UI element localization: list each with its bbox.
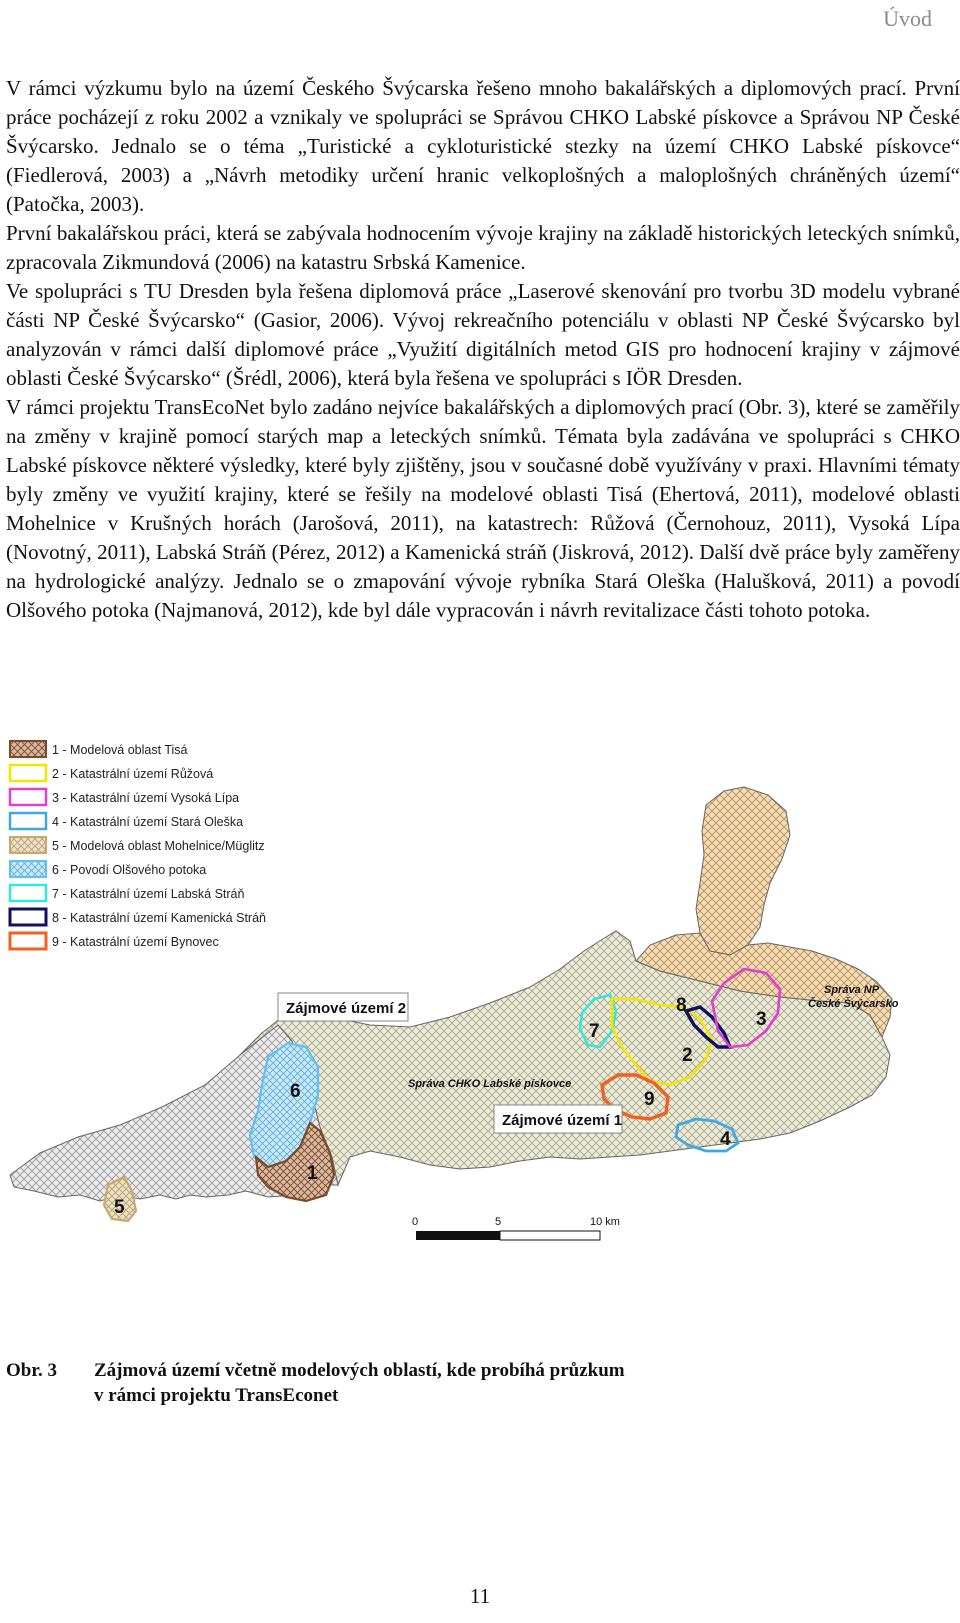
legend-item-6: 6 - Povodí Olšového potoka: [52, 863, 207, 877]
area-number-2: 2: [682, 1045, 693, 1066]
legend-item-7: 7 - Katastrální území Labská Stráň: [52, 887, 245, 901]
legend-swatch-6: [10, 861, 46, 877]
legend-swatch-7: [10, 885, 46, 901]
label-zajmove-uzemi-2: Zájmové území 2: [286, 1000, 407, 1017]
label-chko: Správa CHKO Labské pískovce: [408, 1078, 572, 1090]
paragraph: Ve spolupráci s TU Dresden byla řešena diplomová práce „Laserové skenování pro tvorbu 3D modelu vybrané části NP České Švýcarsko“ (Gasior, 2006). Vývoj rekreačního potenciálu v oblasti NP České Švýcarsko byl analyzován v rámci další diplomové práce „Využití digitálních metod GIS pro hodnocení krajiny v zájmové oblasti České Švýcarsko“ (Šrédl, 2006), která byla řešena ve spolupráci s IÖR Dresden.: [6, 279, 960, 390]
body-text: [6, 74, 960, 625]
legend-item-8: 8 - Katastrální území Kamenická Stráň: [52, 911, 266, 925]
paragraph: V rámci projektu TransEcoNet bylo zadáno nejvíce bakalářských a diplomových prací (Obr. 3), které se zaměřily na změny v krajině pomocí starých map a leteckých snímků. Témata byla zadávána ve spolupráci s CHKO Labské pískovce některé výsledky, které byly zjištěny, jsou v současné době využívány v praxi. Hlavními tématy byly změny ve využití krajiny, které se řešily na modelové oblasti Tisá (Ehertová, 2011), modelové oblasti Mohelnice v Krušných horách (Jarošová, 2011), na katastrech: Růžová (Černohouz, 2011), Vysoká Lípa (Novotný, 2011), Labská Stráň (Pérez, 2012) a Kamenická stráň (Jiskrová, 2012). Další dvě práce byly zaměřeny na hydrologické analýzy. Jednalo se o zmapování vývoje rybníka Stará Oleška (Halušková, 2011) a povodí Olšového potoka (Najmanová, 2012), kde byl dále vypracován i návrh revitalizace části tohoto potoka.: [6, 395, 960, 622]
area-number-3: 3: [756, 1009, 767, 1030]
legend-swatch-2: [10, 765, 46, 781]
scale-tick-5: 5: [495, 1216, 502, 1228]
legend-swatch-1: [10, 741, 46, 757]
caption-number: Obr. 3: [6, 1360, 58, 1381]
caption-text: [94, 1358, 734, 1408]
area-number-8: 8: [676, 995, 687, 1016]
area-number-7: 7: [589, 1021, 600, 1042]
legend-item-2: 2 - Katastrální území Růžová: [52, 767, 214, 781]
label-zajmove-uzemi-1: Zájmové území 1: [502, 1112, 623, 1129]
region-north-lobe: [696, 787, 790, 955]
scale-tick-0: 0: [412, 1216, 419, 1228]
label-np-line1: Správa NP: [824, 984, 880, 996]
legend-swatch-5: [10, 837, 46, 853]
map-figure: [0, 743, 960, 1315]
paragraph: V rámci výzkumu bylo na území Českého Švýcarska řešeno mnoho bakalářských a diplomových prací. První práce pocházejí z roku 2002 a vznikaly ve spolupráci se Správou CHKO Labské pískovce a Správou NP České Švýcarsko. Jednalo se o téma „Turistické a cykloturistické stezky na území CHKO Labské pískovce“ (Fiedlerová, 2003) a „Návrh metodiky určení hranic velkoplošných a maloplošných chráněných území“ (Patočka, 2003).: [6, 76, 960, 216]
area-number-6: 6: [290, 1081, 301, 1102]
area-number-1: 1: [307, 1163, 318, 1184]
legend-swatch-4: [10, 813, 46, 829]
caption-line-2: v rámci projektu TransEconet: [94, 1385, 339, 1406]
legend-swatch-8: [10, 909, 46, 925]
legend-swatch-9: [10, 933, 46, 949]
scale-tick-10: 10 km: [590, 1216, 620, 1228]
legend-item-9: 9 - Katastrální území Bynovec: [52, 935, 219, 949]
area-number-9: 9: [644, 1089, 655, 1110]
area-number-5: 5: [114, 1197, 125, 1218]
legend-item-1: 1 - Modelová oblast Tisá: [52, 743, 188, 757]
legend-item-5: 5 - Modelová oblast Mohelnice/Müglitz: [52, 839, 265, 853]
legend-item-4: 4 - Katastrální území Stará Oleška: [52, 815, 244, 829]
caption-line-1: Zájmová území včetně modelových oblastí, kde probíhá průzkum: [94, 1360, 625, 1381]
page-number: 11: [469, 1584, 491, 1608]
section-header: Úvod: [883, 6, 932, 31]
label-np-line2: České Švýcarsko: [808, 998, 899, 1010]
area-number-4: 4: [720, 1129, 731, 1150]
map-legend: [10, 741, 266, 949]
legend-item-3: 3 - Katastrální území Vysoká Lípa: [52, 791, 240, 805]
legend-swatch-3: [10, 789, 46, 805]
paragraph: První bakalářskou práci, která se zabývala hodnocením vývoje krajiny na základě historických leteckých snímků, zpracovala Zikmundová (2006) na katastru Srbská Kamenice.: [6, 221, 960, 274]
scale-bar: [412, 1216, 620, 1240]
